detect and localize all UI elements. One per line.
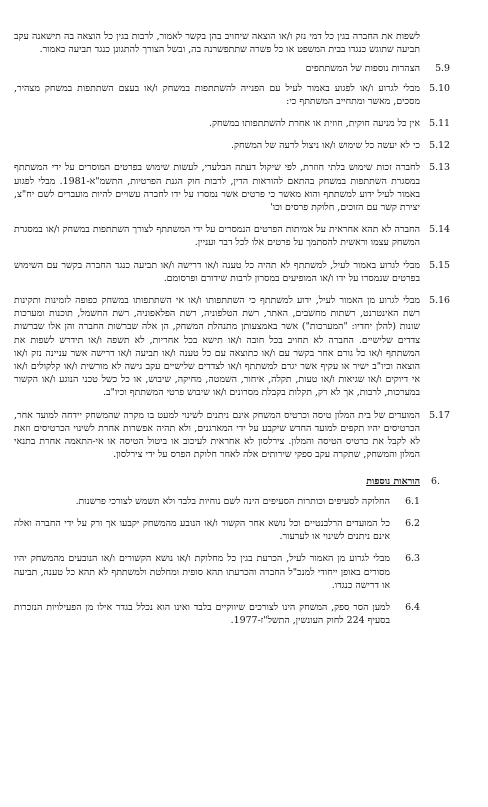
clause-number: 6.2 xyxy=(405,517,420,529)
clause-text: למען הסר ספק, המשחק הינו לצורכים שיווקיים בלבד ואינו הוא נכלל בגדר אילו מן הפעילויות הנזכרות בסעיף 224 לחוק העונשין, התשל"ז-1977. xyxy=(14,601,390,627)
clause-6-3 xyxy=(14,552,450,592)
clause-text: מבלי לגרוע מן האמור לעיל, הכרעת בגין כל מחלוקת ו/או נושא הקשורים ו/או הנובעים מהמשחק יהיו מסורים באופן ייחודי למנכ"ל החברה והכרעתו תהא סופית ומחלטת ולמשתתף לא תהא כל טענה, תביעה או דרישה כנגדו. xyxy=(14,553,390,591)
clause-number: 5.12 xyxy=(429,140,450,152)
clause-5-17 xyxy=(14,409,450,462)
clause-6-4 xyxy=(14,601,450,627)
clause-5-9 xyxy=(14,62,450,75)
clause-text: החברה לא תהא אחראית על אמיתות הפרטים הנמסרים על ידי המשתתף לצורך השתתפות במשחק ו/או במסגרת המשחק עצמו וראשית להסתמך על פרטים אלו לכל דבר ועניין. xyxy=(14,224,420,249)
clause-text: מבלי לגרוע מן האמור לעיל, ידוע למשתתף כי השתתפותו ו/או אי השתתפותו במשחק כפופה לזמינות ותקינות רשת האינטרנט, רשתות מחשבים, האתר, רשת הטלפוניה, רשת הפלאפוניה, רשת החשמל, תוכנות ומערכות שונות (להלן יחדיו: "המערכות") אשר באמצעותן מתנהלת המשחק, הן אלה שברשות החברה והן אלו שברשות צדדים שלישיים. החברה לא תחויב בכל חובה ו/או תישא בכל אחריות, לא תשפה ו/או תידרש לשפות את המשתתף ו/או כל גורם אחר בקשר עם ו/או כתוצאה עם כל טענה ו/או תביעה ו/או דרישה אשר עניינה נזק ו/או הוצאה וכיו"ב ישיר או עקיף אשר יגרם למשתתף ו/או לצדדים שלישיים עקב גישה לא מורשית ו/או קלקולים ו/או אי דיוקים ו/או שגיאות ו/או טעות, תקלה, איחור, השמטה, מחיקה, שיבוש, או כל כשל טכני הנוגע ו/או הקשור במערכות, לרבות, אך לא רק, תקלות בקבלת מסרונים ו/או שיבוש פרטי המשתתף וכיו"ב. xyxy=(14,295,420,399)
clause-6-1 xyxy=(14,495,450,508)
clause-number: 5.11 xyxy=(429,118,450,130)
clause-number: 5.9 xyxy=(435,63,450,75)
clause-text: המועדים של בית המלון טיסה וכרטיס המשחק אינם ניתנים לשינוי למעט בו מקרה שהמשחק יידחה למועד אחר, הכרטיסים יהיו תקפים למועד החדש שיקבע על ידי המארגנים, ולא תהיה אפשרות אחרת לשינוי הכרטיסים וזאת לא לקבל את כרטיס הטיסה והמלון. צירלסון לא אחראית לעיכוב או ביטול הטיסה או אי-התאמה אחרת בתנאי המלון והמשחק, שתקרה עקב ספקי שירותים אלה לאחר חלוקת הפרס על ידי צירלסון. xyxy=(14,409,420,461)
clause-5-10 xyxy=(14,82,450,108)
clause-number: 6.3 xyxy=(405,553,420,565)
clause-number: 5.13 xyxy=(429,162,450,174)
clause-text: מבלי לגרוע באמור לעיל, למשתתף לא תהיה כל טענה ו/או דרישה ו/או תביעה כנגד החברה בקשר עם השימוש בפרטים שנמסרו על ידו ו/או המופיעים במסרון לרבות שידורם ופרסומם. xyxy=(14,259,420,284)
clause-number: 6.4 xyxy=(405,601,420,613)
clause-number: 5.14 xyxy=(429,224,450,236)
clause-text: כל המועדים הרלבנטיים וכל נושא אחר הקשור ו/או הנובע מהמשחק יקבעו אך ורק על ידי החברה ואלה אינם ניתנים לשינוי או לערעור. xyxy=(14,517,390,543)
clause-5-12 xyxy=(14,139,450,152)
clause-5-11 xyxy=(14,117,450,130)
clause-number: 5.16 xyxy=(429,295,450,307)
clause-5-13 xyxy=(14,161,450,214)
clause-text: כי לא יעשה כל שימוש ו/או ניצול לרעה של המשחק. xyxy=(231,140,420,152)
clause-text: הצהרות נוספות של המשתתפים xyxy=(305,63,420,75)
clause-5-14 xyxy=(14,223,450,249)
clause-number: 6.1 xyxy=(405,495,420,507)
section-6-heading xyxy=(14,475,450,488)
clause-text: מבלי לגרוע ו/או לפגוע באמור לעיל עם הפנייה להשתתפות במשחק ו/או בעצם השתתפות במשחק מצהיר, מסכים, מאשר ומתחייב המשתתף כי: xyxy=(14,82,420,107)
section-number: 6. xyxy=(431,476,440,488)
clause-5-16 xyxy=(14,294,450,400)
clause-number: 5.15 xyxy=(429,259,450,271)
clause-number: 5.10 xyxy=(429,82,450,94)
clause-6-2 xyxy=(14,517,450,543)
intro-paragraph: לשפות את החברה בגין כל דמי נזק ו/או הוצאה שיחויב בהן בקשר לאמור, לרבות בגין כל הוצאה בה תישאנה עקב תביעה שתוגש כנגדו בבית המשפט או כל פשרה שתתפשרנה בה, ובשל הצורך להתגונן כנגד תביעה כאמור. xyxy=(14,31,420,56)
clause-text: לחברה זכות שימוש בלתי חוזרת, לפי שיקול דעתה הבלעדי, לעשות שימוש בפרטים המוסרים על ידי המשתתף במסגרת השתתפות במשחק בהתאם להוראות הדין, לרבות חוק הגנת הפרטיות, התשמ"א-1981. מבלי לפגוע באמור לעיל ידוע למשתתף והוא מאשר כי פרטים אשר נמסרו על ידו לחברה עשויים להיות מועברים לשם יח"צ, יצירת קשר עם הזוכים, חלוקת פרסים וכו' xyxy=(14,162,420,214)
clause-5-15 xyxy=(14,259,450,285)
clause-number: 5.17 xyxy=(429,409,450,421)
clause-text: אין כל מניעה חוקית, חוזית או אחרת להשתתפותו במשחק. xyxy=(209,118,420,130)
section-title: הוראות נוספות xyxy=(366,476,420,488)
clause-text: החלוקה לסעיפים וכותרות הסעיפים הינה לשם נוחיות בלבד ולא תשמש לצורכי פרשנות. xyxy=(75,495,390,507)
